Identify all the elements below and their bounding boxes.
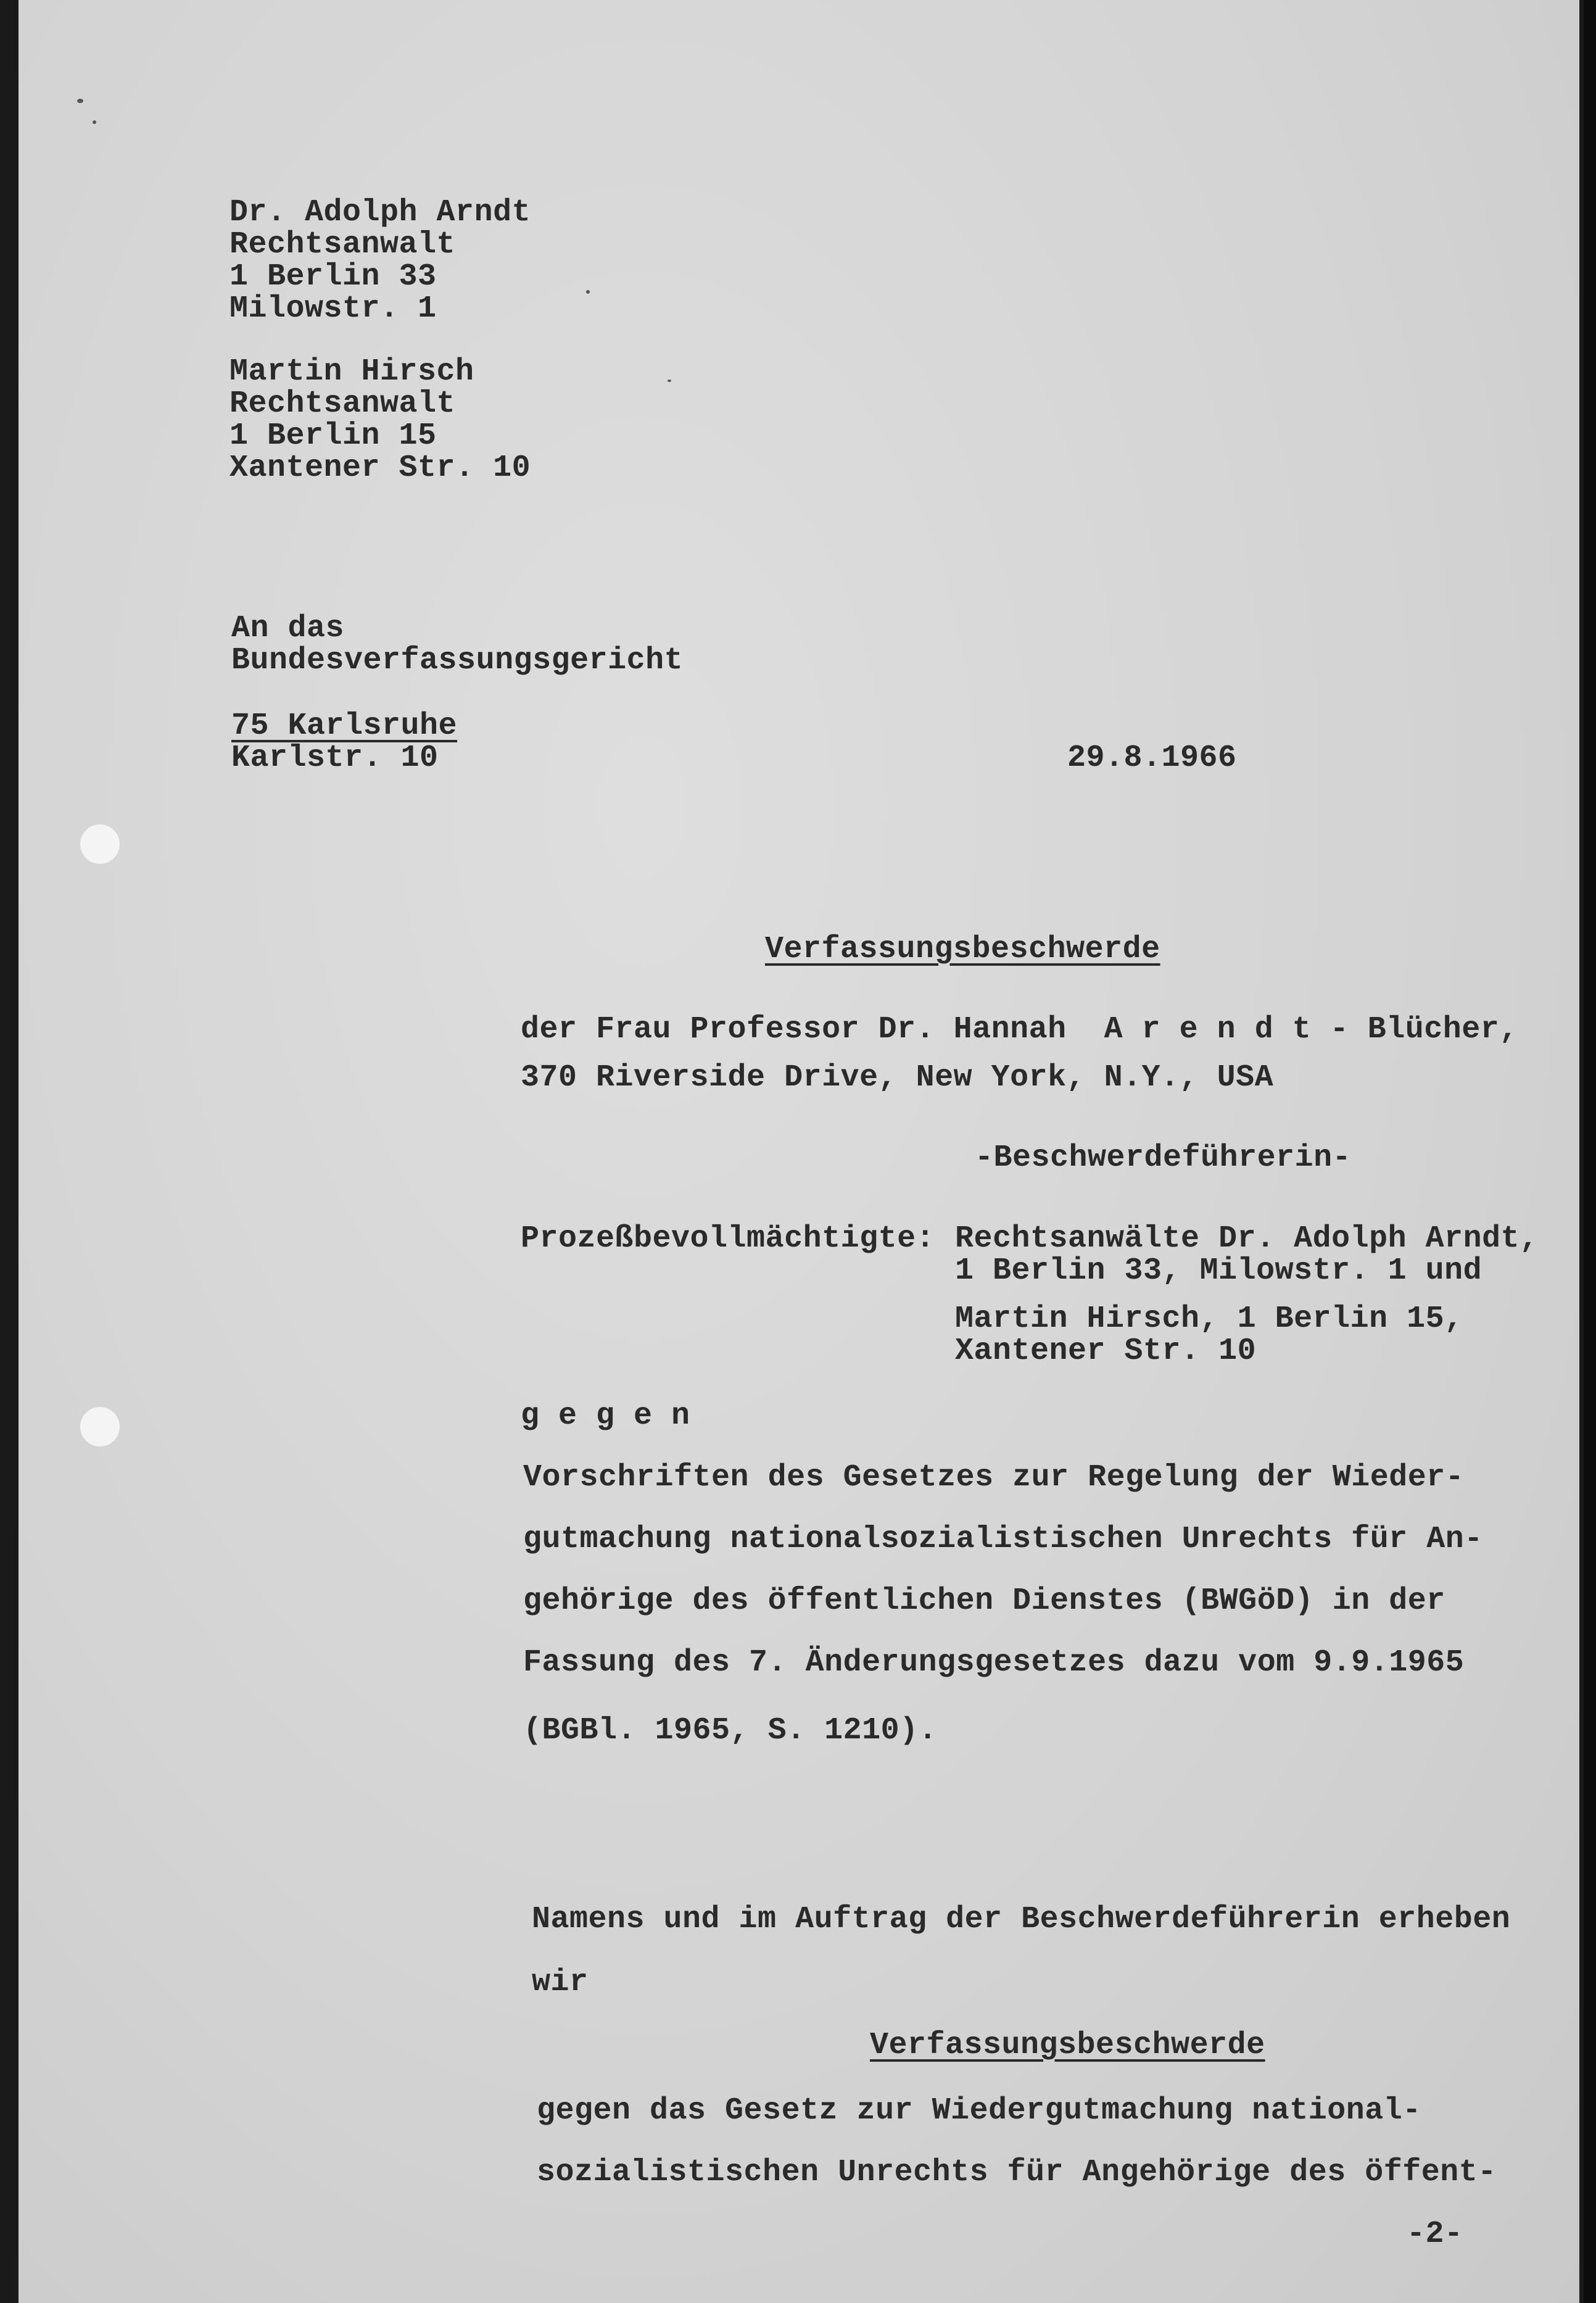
subject-line-4: Fassung des 7. Änderungsgesetzes dazu vom 9.9.1965 xyxy=(523,1645,1465,1680)
speck xyxy=(93,120,96,124)
subject-line-1: Vorschriften des Gesetzes zur Regelung der Wieder- xyxy=(523,1460,1465,1495)
body-line-4: sozialistischen Unrechts für Angehörige des öffent- xyxy=(537,2155,1497,2190)
sender-2-street: Xantener Str. 10 xyxy=(229,450,531,486)
subject-line-5: (BGBl. 1965, S. 1210). xyxy=(523,1713,938,1748)
body-heading: Verfassungsbeschwerde xyxy=(870,2028,1265,2063)
party-line-2: 370 Riverside Drive, New York, N.Y., USA xyxy=(521,1060,1274,1095)
speck xyxy=(586,290,590,294)
recipient-street: Karlstr. 10 xyxy=(231,741,439,776)
speck xyxy=(668,380,671,382)
body-line-1: Namens und im Auftrag der Beschwerdeführerin erheben xyxy=(532,1902,1511,1937)
against-label: g e g e n xyxy=(521,1398,690,1434)
page-marker: -2- xyxy=(1407,2217,1463,2252)
representatives-line-4: Xantener Str. 10 xyxy=(955,1334,1257,1369)
sender-1-street: Milowstr. 1 xyxy=(229,291,437,326)
document-heading: Verfassungsbeschwerde xyxy=(765,932,1160,967)
subject-line-2: gutmachung nationalsozialistischen Unrechts für An- xyxy=(523,1522,1483,1557)
punch-hole-top xyxy=(80,824,120,864)
recipient-salutation: An das xyxy=(231,611,345,646)
representatives-line-2: 1 Berlin 33, Milowstr. 1 und xyxy=(955,1253,1482,1288)
sender-1-title: Rechtsanwalt xyxy=(229,227,456,262)
sender-2-name: Martin Hirsch xyxy=(229,354,474,389)
document-date: 29.8.1966 xyxy=(1067,741,1237,776)
scan-edge xyxy=(1584,0,1596,2303)
representatives-line-3: Martin Hirsch, 1 Berlin 15, xyxy=(955,1301,1463,1337)
sender-2-title: Rechtsanwalt xyxy=(229,386,456,421)
body-line-3: gegen das Gesetz zur Wiedergutmachung national- xyxy=(537,2093,1421,2128)
recipient-court: Bundesverfassungsgericht xyxy=(231,643,684,678)
party-role: -Beschwerdeführerin- xyxy=(975,1140,1352,1176)
body-line-2: wir xyxy=(532,1965,589,2000)
recipient-city: 75 Karlsruhe xyxy=(231,708,458,744)
representatives-label: Prozeßbevollmächtigte: xyxy=(521,1221,935,1256)
sender-1-name: Dr. Adolph Arndt xyxy=(229,195,531,230)
sender-1-city: 1 Berlin 33 xyxy=(229,259,437,294)
representatives-line-1: Rechtsanwälte Dr. Adolph Arndt, xyxy=(955,1221,1539,1256)
speck xyxy=(77,99,83,103)
party-line-1: der Frau Professor Dr. Hannah A r e n d t - Blücher, xyxy=(521,1012,1518,1047)
punch-hole-bottom xyxy=(80,1407,120,1446)
subject-line-3: gehörige des öffentlichen Dienstes (BWGöD) in der xyxy=(523,1583,1445,1619)
sender-2-city: 1 Berlin 15 xyxy=(229,418,437,454)
document-page xyxy=(19,0,1579,2303)
